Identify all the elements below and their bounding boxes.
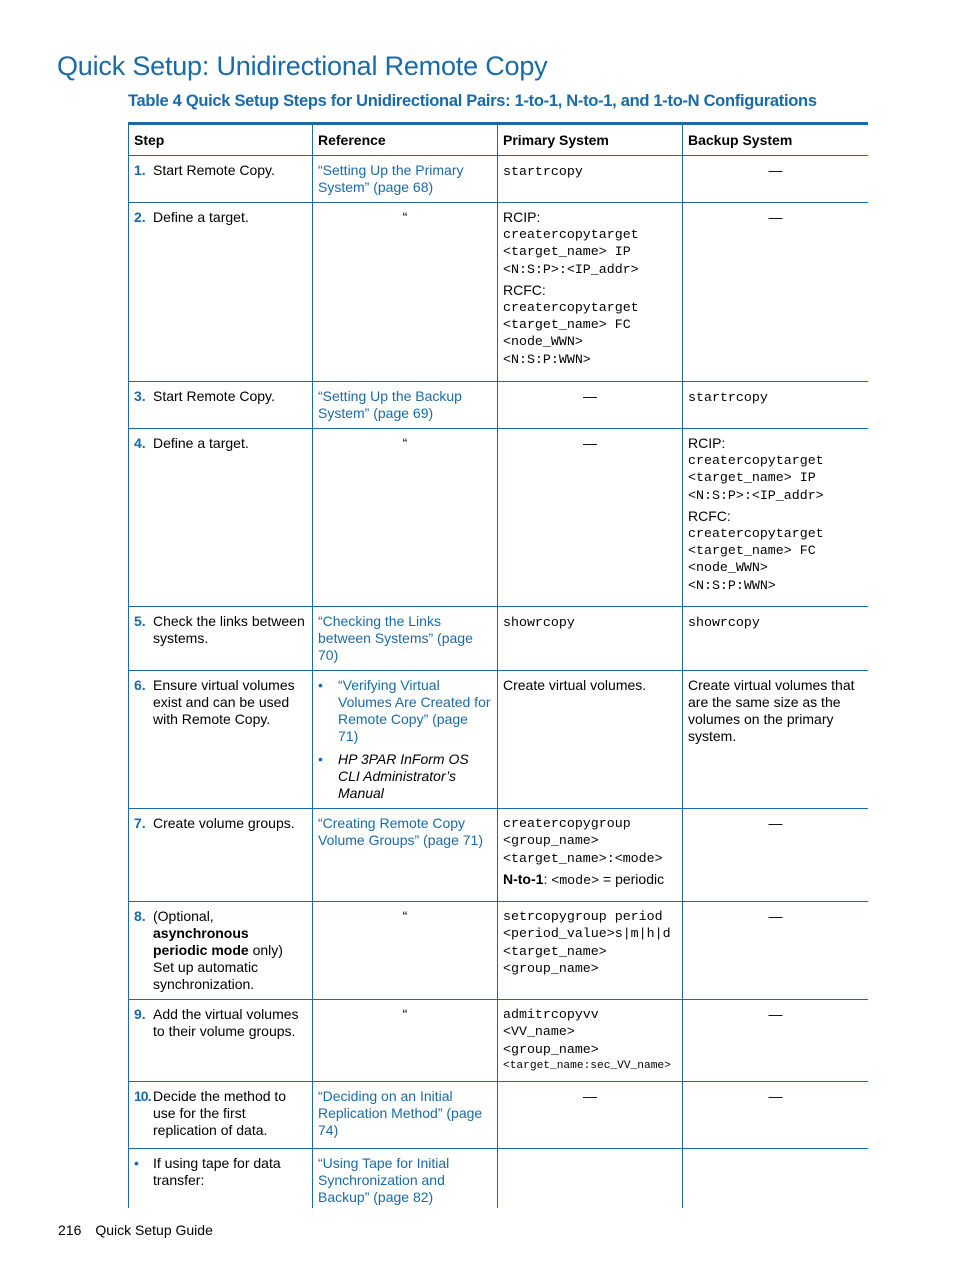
code-line: <VV_name> bbox=[503, 1024, 575, 1040]
reference-cell bbox=[313, 902, 498, 1000]
step-text: Start Remote Copy. bbox=[153, 162, 275, 178]
header-step: Step bbox=[129, 124, 313, 156]
list-item bbox=[318, 677, 492, 745]
backup-cell bbox=[683, 809, 869, 902]
code-line: <group_name> bbox=[503, 833, 599, 849]
reference-link[interactable]: “Deciding on an Initial Replication Method” (page 74) bbox=[318, 1088, 483, 1139]
empty-dash: — bbox=[583, 435, 597, 451]
backup-cell bbox=[683, 203, 869, 382]
step-number: 10. bbox=[134, 1088, 151, 1105]
backup-cell bbox=[683, 902, 869, 1000]
header-reference: Reference bbox=[313, 124, 498, 156]
reference-cell bbox=[313, 607, 498, 671]
backup-cell bbox=[683, 1000, 869, 1082]
step-cell bbox=[129, 156, 313, 203]
code-line: creatercopygroup bbox=[503, 816, 631, 831]
step-text: If using tape for data transfer: bbox=[153, 1155, 281, 1189]
backup-text: Create virtual volumes that are the same size as the volumes on the primary system. bbox=[688, 677, 855, 744]
bullet: • bbox=[318, 751, 323, 767]
page-footer bbox=[58, 1222, 213, 1238]
list-item bbox=[318, 751, 492, 802]
primary-cell bbox=[498, 607, 683, 671]
rcfc-label: RCFC: bbox=[503, 281, 546, 298]
primary-cell bbox=[498, 156, 683, 203]
header-primary-system: Primary System bbox=[498, 124, 683, 156]
code-line: creatercopytarget bbox=[503, 299, 639, 315]
ditto-mark: “ bbox=[402, 1006, 408, 1022]
empty-dash: — bbox=[768, 1006, 783, 1022]
note-text: = periodic bbox=[603, 870, 665, 887]
table-header-row bbox=[129, 124, 869, 156]
code-line: <period_value>s|m|h|d bbox=[503, 926, 671, 942]
code-line: <node_WWN> bbox=[688, 560, 768, 576]
primary-cell bbox=[498, 382, 683, 429]
step-cell bbox=[129, 607, 313, 671]
step-text: Ensure virtual volumes exist and can be used with Remote Copy. bbox=[153, 677, 295, 727]
primary-cell bbox=[498, 429, 683, 607]
page-number: 216 bbox=[58, 1222, 82, 1238]
page-title: Quick Setup: Unidirectional Remote Copy bbox=[57, 51, 548, 81]
step-text: Create volume groups. bbox=[153, 815, 295, 831]
step-number: 7. bbox=[134, 815, 146, 831]
table-row bbox=[129, 1082, 869, 1149]
reference-cell bbox=[313, 1000, 498, 1082]
reference-cell bbox=[313, 156, 498, 203]
primary-cell bbox=[498, 203, 683, 382]
backup-cell bbox=[683, 429, 869, 607]
command-code: startrcopy bbox=[503, 164, 583, 179]
code-line: admitrcopyvv bbox=[503, 1007, 599, 1022]
code-line: <target_name> IP bbox=[503, 244, 631, 260]
bullet: • bbox=[318, 677, 323, 693]
command-code: showrcopy bbox=[688, 615, 760, 630]
step-number: 6. bbox=[134, 677, 146, 693]
reference-link[interactable]: “Using Tape for Initial Synchronization and Backup” (page 82) bbox=[318, 1155, 450, 1206]
step-cell bbox=[129, 203, 313, 382]
code-line: <N:S:P>:<IP_addr> bbox=[688, 487, 824, 503]
reference-link[interactable]: “Creating Remote Copy Volume Groups” (page 71) bbox=[318, 815, 483, 848]
step-text: Define a target. bbox=[153, 209, 249, 225]
code-line: <N:S:P:WWN> bbox=[688, 577, 776, 593]
primary-cell bbox=[498, 902, 683, 1000]
empty-dash: — bbox=[583, 388, 597, 404]
step-cell bbox=[129, 1000, 313, 1082]
step-text: Start Remote Copy. bbox=[153, 388, 275, 404]
mode-note bbox=[503, 871, 677, 889]
code-line: creatercopytarget bbox=[688, 453, 824, 468]
table-row bbox=[129, 671, 869, 809]
step-number: 4. bbox=[134, 435, 146, 451]
step-cell bbox=[129, 1149, 313, 1208]
table-row bbox=[129, 902, 869, 1000]
reference-cell bbox=[313, 203, 498, 382]
step-cell bbox=[129, 671, 313, 809]
code-line: setrcopygroup period bbox=[503, 909, 663, 924]
table-row bbox=[129, 607, 869, 671]
backup-cell bbox=[683, 671, 869, 809]
empty-dash: — bbox=[768, 209, 783, 225]
code-line: <target_name> FC bbox=[688, 543, 816, 559]
step-number: 1. bbox=[134, 162, 146, 178]
code-line: <target_name> IP bbox=[688, 470, 816, 486]
empty-dash: — bbox=[583, 1088, 597, 1105]
step-number: 8. bbox=[134, 908, 146, 924]
note-colon: : bbox=[543, 870, 548, 887]
empty-dash: — bbox=[768, 908, 783, 924]
primary-cell bbox=[498, 809, 683, 902]
footer-title: Quick Setup Guide bbox=[95, 1222, 213, 1238]
step-text: Decide the method to use for the first replication of data. bbox=[153, 1088, 287, 1139]
table-row bbox=[129, 429, 869, 607]
backup-cell bbox=[683, 1149, 869, 1208]
reference-link[interactable]: “Verifying Virtual Volumes Are Created for Remote Copy” (page 71) bbox=[338, 677, 491, 744]
manual-reference: HP 3PAR InForm OS CLI Administrator’s Manual bbox=[338, 751, 469, 801]
ditto-mark: “ bbox=[402, 908, 408, 924]
code-line: <target_name:sec_VV_name> bbox=[503, 1059, 671, 1072]
table-row bbox=[129, 203, 869, 382]
step-number: 5. bbox=[134, 613, 146, 629]
backup-cell bbox=[683, 1082, 869, 1149]
step-number: 2. bbox=[134, 209, 146, 225]
reference-link[interactable]: “Setting Up the Primary System” (page 68) bbox=[318, 162, 464, 195]
step-cell bbox=[129, 809, 313, 902]
header-backup-system: Backup System bbox=[683, 124, 869, 156]
setup-steps-table-wrapper bbox=[128, 122, 868, 1208]
rcfc-label: RCFC: bbox=[688, 507, 731, 524]
reference-cell bbox=[313, 809, 498, 902]
backup-cell bbox=[683, 382, 869, 429]
primary-cell bbox=[498, 1082, 683, 1149]
table-row bbox=[129, 809, 869, 902]
ditto-mark: “ bbox=[402, 435, 408, 451]
code-line: <target_name> bbox=[503, 943, 607, 959]
code-line: <N:S:P>:<IP_addr> bbox=[503, 261, 639, 277]
step-cell bbox=[129, 902, 313, 1000]
reference-link[interactable]: “Setting Up the Backup System” (page 69) bbox=[318, 388, 462, 421]
note-code: <mode> bbox=[551, 872, 600, 888]
code-line: <N:S:P:WWN> bbox=[503, 351, 591, 367]
step-text: Check the links between systems. bbox=[153, 613, 305, 646]
reference-link[interactable]: “Checking the Links between Systems” (page 70) bbox=[318, 613, 473, 663]
step-text-post: only) Set up automatic synchronization. bbox=[153, 942, 283, 992]
backup-cell bbox=[683, 156, 869, 203]
backup-cell bbox=[683, 607, 869, 671]
table-row bbox=[129, 382, 869, 429]
step-text: Add the virtual volumes to their volume groups. bbox=[153, 1006, 299, 1039]
step-text-pre: (Optional, bbox=[153, 908, 214, 924]
step-number: 3. bbox=[134, 388, 146, 404]
step-cell bbox=[129, 1082, 313, 1149]
reference-cell bbox=[313, 429, 498, 607]
primary-cell bbox=[498, 671, 683, 809]
rcip-label: RCIP: bbox=[688, 435, 726, 451]
rcip-label: RCIP: bbox=[503, 209, 541, 225]
primary-text: Create virtual volumes. bbox=[503, 677, 647, 693]
step-text bbox=[153, 908, 307, 993]
primary-cell bbox=[498, 1000, 683, 1082]
bullet: • bbox=[134, 1155, 139, 1172]
empty-dash: — bbox=[768, 1088, 783, 1105]
reference-cell bbox=[313, 382, 498, 429]
step-text-bold: asynchronous periodic mode bbox=[153, 925, 249, 958]
table-row bbox=[129, 1149, 869, 1208]
code-line: creatercopytarget bbox=[503, 227, 639, 242]
table-row bbox=[129, 1000, 869, 1082]
step-text: Define a target. bbox=[153, 435, 249, 451]
reference-cell bbox=[313, 671, 498, 809]
reference-list bbox=[318, 677, 492, 802]
code-line: creatercopytarget bbox=[688, 525, 824, 541]
primary-cell bbox=[498, 1149, 683, 1208]
empty-dash: — bbox=[768, 162, 783, 178]
setup-steps-table bbox=[128, 122, 868, 1208]
command-code: showrcopy bbox=[503, 615, 575, 630]
table-row bbox=[129, 156, 869, 203]
code-line: <group_name> bbox=[503, 960, 599, 976]
code-line: <target_name> FC bbox=[503, 317, 631, 333]
step-number: 9. bbox=[134, 1006, 146, 1022]
empty-dash: — bbox=[768, 815, 783, 831]
ditto-mark: “ bbox=[402, 209, 408, 225]
code-line: <target_name>:<mode> bbox=[503, 850, 663, 866]
code-line: <node_WWN> bbox=[503, 334, 583, 350]
command-code: startrcopy bbox=[688, 390, 768, 405]
note-bold: N-to-1 bbox=[503, 870, 544, 887]
step-cell bbox=[129, 429, 313, 607]
code-line: <group_name> bbox=[503, 1041, 599, 1057]
reference-cell bbox=[313, 1149, 498, 1208]
reference-cell bbox=[313, 1082, 498, 1149]
table-caption: Table 4 Quick Setup Steps for Unidirectional Pairs: 1-to-1, N-to-1, and 1-to-N Configurations bbox=[128, 92, 817, 110]
step-cell bbox=[129, 382, 313, 429]
